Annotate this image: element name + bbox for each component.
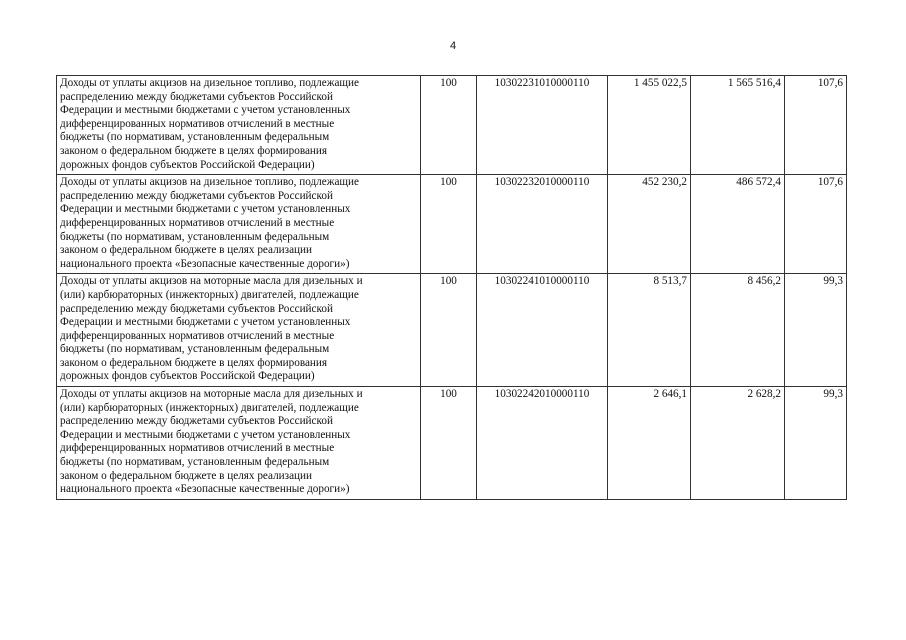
table-row <box>57 387 847 500</box>
administrator-code: 100 <box>421 274 477 387</box>
planned-amount: 452 230,2 <box>608 175 691 274</box>
table-row <box>57 175 847 274</box>
actual-amount: 1 565 516,4 <box>691 76 785 175</box>
administrator-code: 100 <box>421 387 477 500</box>
execution-percent: 107,6 <box>785 76 847 175</box>
revenue-description: Доходы от уплаты акцизов на дизельное топливо, подлежащие распределению между бюджетами субъектов Российской Федерации и местными бюджетами с учетом установленных дифференцированных нормативов отчислений в местные бюджеты (по нормативам, установленным федеральным законом о федеральном бюджете в целях реализации национального проекта «Безопасные качественные дороги») <box>57 175 421 274</box>
planned-amount: 8 513,7 <box>608 274 691 387</box>
table-row <box>57 76 847 175</box>
revenue-description: Доходы от уплаты акцизов на моторные масла для дизельных и (или) карбюраторных (инжекторных) двигателей, подлежащие распределению между бюджетами субъектов Российской Федерации и местными бюджетами с учетом установленных дифференцированных нормативов отчислений в местные бюджеты (по нормативам, установленным федеральным законом о федеральном бюджете в целях формирования дорожных фондов субъектов Российской Федерации) <box>57 274 421 387</box>
revenue-description: Доходы от уплаты акцизов на дизельное топливо, подлежащие распределению между бюджетами субъектов Российской Федерации и местными бюджетами с учетом установленных дифференцированных нормативов отчислений в местные бюджеты (по нормативам, установленным федеральным законом о федеральном бюджете в целях формирования дорожных фондов субъектов Российской Федерации) <box>57 76 421 175</box>
planned-amount: 1 455 022,5 <box>608 76 691 175</box>
revenue-description: Доходы от уплаты акцизов на моторные масла для дизельных и (или) карбюраторных (инжекторных) двигателей, подлежащие распределению между бюджетами субъектов Российской Федерации и местными бюджетами с учетом установленных дифференцированных нормативов отчислений в местные бюджеты (по нормативам, установленным федеральным законом о федеральном бюджете в целях реализации национального проекта «Безопасные качественные дороги») <box>57 387 421 500</box>
execution-percent: 99,3 <box>785 274 847 387</box>
actual-amount: 2 628,2 <box>691 387 785 500</box>
administrator-code: 100 <box>421 175 477 274</box>
budget-classification-code: 10302242010000110 <box>477 387 608 500</box>
actual-amount: 8 456,2 <box>691 274 785 387</box>
budget-classification-code: 10302241010000110 <box>477 274 608 387</box>
budget-classification-code: 10302231010000110 <box>477 76 608 175</box>
execution-percent: 107,6 <box>785 175 847 274</box>
administrator-code: 100 <box>421 76 477 175</box>
actual-amount: 486 572,4 <box>691 175 785 274</box>
budget-classification-code: 10302232010000110 <box>477 175 608 274</box>
execution-percent: 99,3 <box>785 387 847 500</box>
revenue-table <box>56 75 847 500</box>
page-number: 4 <box>449 40 457 52</box>
table-row <box>57 274 847 387</box>
planned-amount: 2 646,1 <box>608 387 691 500</box>
